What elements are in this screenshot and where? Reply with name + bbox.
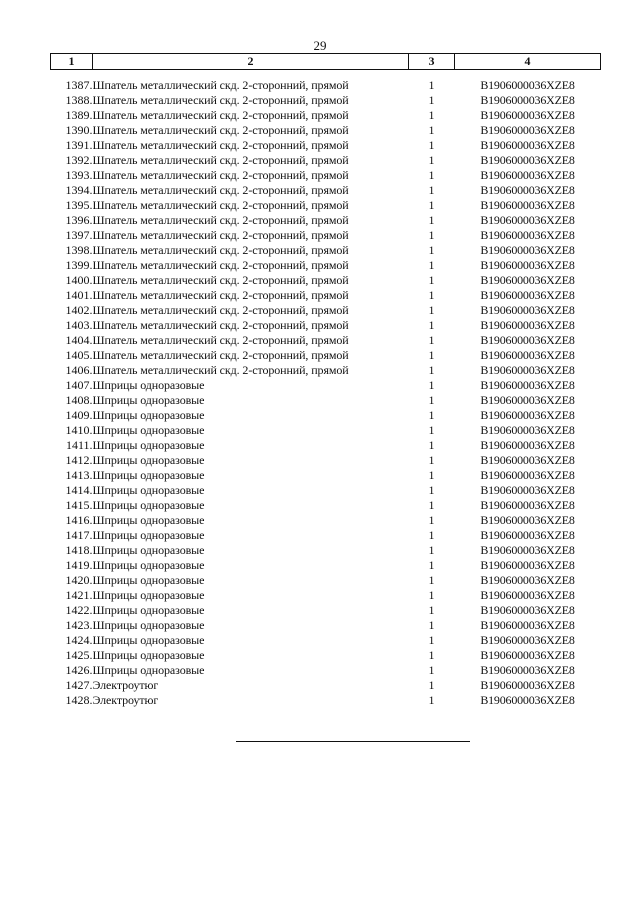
table-row bbox=[51, 528, 601, 543]
row-number: 1403. bbox=[65, 318, 93, 332]
item-quantity: 1 bbox=[428, 168, 435, 182]
item-name: Шпатель металлический скд. 2-сторонний, прямой bbox=[92, 108, 349, 122]
table-row bbox=[51, 258, 601, 273]
table-row bbox=[51, 123, 601, 138]
row-number: 1394. bbox=[65, 183, 93, 197]
item-code: B1906000036XZE8 bbox=[480, 663, 575, 677]
item-name: Шприцы одноразовые bbox=[92, 468, 205, 482]
table-row bbox=[51, 693, 601, 708]
row-number: 1425. bbox=[65, 648, 93, 662]
table-row bbox=[51, 438, 601, 453]
item-name: Шпатель металлический скд. 2-сторонний, прямой bbox=[92, 138, 349, 152]
item-name: Шприцы одноразовые bbox=[92, 393, 205, 407]
item-code: B1906000036XZE8 bbox=[480, 528, 575, 542]
row-number: 1401. bbox=[65, 288, 93, 302]
item-code: B1906000036XZE8 bbox=[480, 453, 575, 467]
item-quantity: 1 bbox=[428, 303, 435, 317]
row-number: 1415. bbox=[65, 498, 93, 512]
item-code: B1906000036XZE8 bbox=[480, 363, 575, 377]
column-header-3: 3 bbox=[409, 54, 455, 70]
item-quantity: 1 bbox=[428, 543, 435, 557]
item-name: Шпатель металлический скд. 2-сторонний, прямой bbox=[92, 348, 349, 362]
row-number: 1398. bbox=[65, 243, 93, 257]
item-quantity: 1 bbox=[428, 558, 435, 572]
item-code: B1906000036XZE8 bbox=[480, 603, 575, 617]
item-name: Шприцы одноразовые bbox=[92, 558, 205, 572]
item-code: B1906000036XZE8 bbox=[480, 498, 575, 512]
item-name: Шприцы одноразовые bbox=[92, 543, 205, 557]
item-quantity: 1 bbox=[428, 138, 435, 152]
item-code: B1906000036XZE8 bbox=[480, 213, 575, 227]
row-number: 1421. bbox=[65, 588, 93, 602]
item-code: B1906000036XZE8 bbox=[480, 348, 575, 362]
table-row bbox=[51, 648, 601, 663]
item-name: Шприцы одноразовые bbox=[92, 618, 205, 632]
row-number: 1400. bbox=[65, 273, 93, 287]
table-row bbox=[51, 513, 601, 528]
item-name: Шпатель металлический скд. 2-сторонний, прямой bbox=[92, 273, 349, 287]
table-row bbox=[51, 168, 601, 183]
row-number: 1391. bbox=[65, 138, 93, 152]
item-name: Шпатель металлический скд. 2-сторонний, прямой bbox=[92, 303, 349, 317]
item-name: Шприцы одноразовые bbox=[92, 603, 205, 617]
item-quantity: 1 bbox=[428, 123, 435, 137]
item-quantity: 1 bbox=[428, 243, 435, 257]
table-row bbox=[51, 318, 601, 333]
item-code: B1906000036XZE8 bbox=[480, 378, 575, 392]
header-row bbox=[51, 54, 601, 70]
item-code: B1906000036XZE8 bbox=[480, 228, 575, 242]
row-number: 1390. bbox=[65, 123, 93, 137]
item-code: B1906000036XZE8 bbox=[480, 138, 575, 152]
table-row bbox=[51, 228, 601, 243]
row-number: 1392. bbox=[65, 153, 93, 167]
row-number: 1417. bbox=[65, 528, 93, 542]
row-number: 1419. bbox=[65, 558, 93, 572]
item-code: B1906000036XZE8 bbox=[480, 588, 575, 602]
item-code: B1906000036XZE8 bbox=[480, 573, 575, 587]
table-row bbox=[51, 498, 601, 513]
item-code: B1906000036XZE8 bbox=[480, 183, 575, 197]
row-number: 1399. bbox=[65, 258, 93, 272]
item-quantity: 1 bbox=[428, 213, 435, 227]
page-number: 29 bbox=[313, 38, 327, 53]
item-quantity: 1 bbox=[428, 423, 435, 437]
row-number: 1408. bbox=[65, 393, 93, 407]
item-code: B1906000036XZE8 bbox=[480, 303, 575, 317]
row-number: 1426. bbox=[65, 663, 93, 677]
table-row bbox=[51, 348, 601, 363]
item-quantity: 1 bbox=[428, 273, 435, 287]
row-number: 1393. bbox=[65, 168, 93, 182]
item-name: Шприцы одноразовые bbox=[92, 573, 205, 587]
item-quantity: 1 bbox=[428, 288, 435, 302]
row-number: 1395. bbox=[65, 198, 93, 212]
item-name: Шпатель металлический скд. 2-сторонний, прямой bbox=[92, 243, 349, 257]
item-code: B1906000036XZE8 bbox=[480, 288, 575, 302]
item-quantity: 1 bbox=[428, 573, 435, 587]
item-name: Шприцы одноразовые bbox=[92, 528, 205, 542]
item-name: Шприцы одноразовые bbox=[92, 648, 205, 662]
item-code: B1906000036XZE8 bbox=[480, 678, 575, 692]
table-row bbox=[51, 678, 601, 693]
row-number: 1416. bbox=[65, 513, 93, 527]
item-quantity: 1 bbox=[428, 603, 435, 617]
item-quantity: 1 bbox=[428, 393, 435, 407]
table-row bbox=[51, 558, 601, 573]
item-quantity: 1 bbox=[428, 153, 435, 167]
item-name: Электроутюг bbox=[92, 693, 159, 707]
item-name: Шприцы одноразовые bbox=[92, 408, 205, 422]
item-code: B1906000036XZE8 bbox=[480, 693, 575, 707]
row-number: 1422. bbox=[65, 603, 93, 617]
item-quantity: 1 bbox=[428, 198, 435, 212]
item-code: B1906000036XZE8 bbox=[480, 333, 575, 347]
row-number: 1424. bbox=[65, 633, 93, 647]
item-name: Электроутюг bbox=[92, 678, 159, 692]
item-name: Шприцы одноразовые bbox=[92, 588, 205, 602]
item-name: Шприцы одноразовые bbox=[92, 423, 205, 437]
item-name: Шпатель металлический скд. 2-сторонний, прямой bbox=[92, 93, 349, 107]
item-name: Шприцы одноразовые bbox=[92, 633, 205, 647]
item-name: Шпатель металлический скд. 2-сторонний, прямой bbox=[92, 198, 349, 212]
row-number: 1387. bbox=[65, 78, 93, 92]
item-code: B1906000036XZE8 bbox=[480, 438, 575, 452]
item-quantity: 1 bbox=[428, 633, 435, 647]
item-code: B1906000036XZE8 bbox=[480, 483, 575, 497]
row-number: 1406. bbox=[65, 363, 93, 377]
table-body bbox=[51, 70, 601, 709]
table-row bbox=[51, 468, 601, 483]
row-number: 1411. bbox=[65, 438, 93, 452]
item-code: B1906000036XZE8 bbox=[480, 468, 575, 482]
table-row bbox=[51, 213, 601, 228]
table-row bbox=[51, 663, 601, 678]
table-row bbox=[51, 618, 601, 633]
item-quantity: 1 bbox=[428, 693, 435, 707]
table-row bbox=[51, 483, 601, 498]
row-number: 1409. bbox=[65, 408, 93, 422]
item-name: Шпатель металлический скд. 2-сторонний, прямой bbox=[92, 288, 349, 302]
row-number: 1407. bbox=[65, 378, 93, 392]
item-name: Шприцы одноразовые bbox=[92, 453, 205, 467]
item-quantity: 1 bbox=[428, 513, 435, 527]
item-quantity: 1 bbox=[428, 228, 435, 242]
item-code: B1906000036XZE8 bbox=[480, 153, 575, 167]
table-row bbox=[51, 453, 601, 468]
item-quantity: 1 bbox=[428, 108, 435, 122]
table-row bbox=[51, 138, 601, 153]
item-code: B1906000036XZE8 bbox=[480, 243, 575, 257]
table-row bbox=[51, 93, 601, 108]
table-row bbox=[51, 603, 601, 618]
item-code: B1906000036XZE8 bbox=[480, 108, 575, 122]
item-quantity: 1 bbox=[428, 678, 435, 692]
item-quantity: 1 bbox=[428, 498, 435, 512]
column-header-2: 2 bbox=[93, 54, 409, 70]
item-quantity: 1 bbox=[428, 318, 435, 332]
table-row bbox=[51, 243, 601, 258]
table-header bbox=[51, 54, 601, 70]
table-row bbox=[51, 273, 601, 288]
row-number: 1414. bbox=[65, 483, 93, 497]
item-code: B1906000036XZE8 bbox=[480, 648, 575, 662]
item-name: Шпатель металлический скд. 2-сторонний, прямой bbox=[92, 78, 349, 92]
item-code: B1906000036XZE8 bbox=[480, 543, 575, 557]
item-name: Шпатель металлический скд. 2-сторонний, прямой bbox=[92, 318, 349, 332]
item-name: Шпатель металлический скд. 2-сторонний, прямой bbox=[92, 228, 349, 242]
row-number: 1388. bbox=[65, 93, 93, 107]
item-code: B1906000036XZE8 bbox=[480, 513, 575, 527]
item-name: Шпатель металлический скд. 2-сторонний, прямой bbox=[92, 363, 349, 377]
row-number: 1410. bbox=[65, 423, 93, 437]
table-row bbox=[51, 393, 601, 408]
item-name: Шпатель металлический скд. 2-сторонний, прямой bbox=[92, 168, 349, 182]
table-row bbox=[51, 333, 601, 348]
table-row bbox=[51, 423, 601, 438]
table-row bbox=[51, 543, 601, 558]
item-quantity: 1 bbox=[428, 333, 435, 347]
item-code: B1906000036XZE8 bbox=[480, 123, 575, 137]
item-quantity: 1 bbox=[428, 408, 435, 422]
row-number: 1413. bbox=[65, 468, 93, 482]
table-row bbox=[51, 183, 601, 198]
item-code: B1906000036XZE8 bbox=[480, 318, 575, 332]
item-quantity: 1 bbox=[428, 468, 435, 482]
item-name: Шприцы одноразовые bbox=[92, 513, 205, 527]
column-header-1: 1 bbox=[51, 54, 93, 70]
item-name: Шпатель металлический скд. 2-сторонний, прямой bbox=[92, 183, 349, 197]
row-number: 1420. bbox=[65, 573, 93, 587]
item-quantity: 1 bbox=[428, 663, 435, 677]
table-row bbox=[51, 303, 601, 318]
item-name: Шпатель металлический скд. 2-сторонний, прямой bbox=[92, 213, 349, 227]
item-code: B1906000036XZE8 bbox=[480, 258, 575, 272]
item-quantity: 1 bbox=[428, 93, 435, 107]
item-code: B1906000036XZE8 bbox=[480, 633, 575, 647]
column-header-4: 4 bbox=[455, 54, 601, 70]
row-number: 1412. bbox=[65, 453, 93, 467]
item-quantity: 1 bbox=[428, 438, 435, 452]
item-code: B1906000036XZE8 bbox=[480, 408, 575, 422]
row-number: 1396. bbox=[65, 213, 93, 227]
item-name: Шприцы одноразовые bbox=[92, 663, 205, 677]
row-number: 1418. bbox=[65, 543, 93, 557]
item-quantity: 1 bbox=[428, 258, 435, 272]
table-row bbox=[51, 408, 601, 423]
table-row bbox=[51, 573, 601, 588]
item-name: Шприцы одноразовые bbox=[92, 498, 205, 512]
table-row bbox=[51, 363, 601, 378]
item-code: B1906000036XZE8 bbox=[480, 558, 575, 572]
item-quantity: 1 bbox=[428, 348, 435, 362]
item-quantity: 1 bbox=[428, 453, 435, 467]
row-number: 1404. bbox=[65, 333, 93, 347]
item-name: Шпатель металлический скд. 2-сторонний, прямой bbox=[92, 333, 349, 347]
item-name: Шприцы одноразовые bbox=[92, 438, 205, 452]
table-row bbox=[51, 108, 601, 123]
table-row bbox=[51, 378, 601, 393]
item-quantity: 1 bbox=[428, 378, 435, 392]
end-divider-line bbox=[236, 741, 470, 742]
row-number: 1423. bbox=[65, 618, 93, 632]
item-code: B1906000036XZE8 bbox=[480, 198, 575, 212]
item-name: Шпатель металлический скд. 2-сторонний, прямой bbox=[92, 123, 349, 137]
item-quantity: 1 bbox=[428, 183, 435, 197]
row-number: 1427. bbox=[65, 678, 93, 692]
item-code: B1906000036XZE8 bbox=[480, 78, 575, 92]
item-code: B1906000036XZE8 bbox=[480, 393, 575, 407]
item-quantity: 1 bbox=[428, 483, 435, 497]
item-code: B1906000036XZE8 bbox=[480, 618, 575, 632]
item-quantity: 1 bbox=[428, 588, 435, 602]
items-table bbox=[50, 53, 601, 708]
table-row bbox=[51, 633, 601, 648]
item-name: Шприцы одноразовые bbox=[92, 378, 205, 392]
table-row bbox=[51, 70, 601, 94]
item-name: Шприцы одноразовые bbox=[92, 483, 205, 497]
item-code: B1906000036XZE8 bbox=[480, 423, 575, 437]
row-number: 1389. bbox=[65, 108, 93, 122]
table-row bbox=[51, 588, 601, 603]
row-number: 1428. bbox=[65, 693, 93, 707]
item-code: B1906000036XZE8 bbox=[480, 273, 575, 287]
item-name: Шпатель металлический скд. 2-сторонний, прямой bbox=[92, 258, 349, 272]
table-row bbox=[51, 153, 601, 168]
row-number: 1397. bbox=[65, 228, 93, 242]
row-number: 1402. bbox=[65, 303, 93, 317]
item-quantity: 1 bbox=[428, 363, 435, 377]
item-quantity: 1 bbox=[428, 618, 435, 632]
item-quantity: 1 bbox=[428, 78, 435, 92]
table-row bbox=[51, 288, 601, 303]
item-quantity: 1 bbox=[428, 648, 435, 662]
item-quantity: 1 bbox=[428, 528, 435, 542]
item-name: Шпатель металлический скд. 2-сторонний, прямой bbox=[92, 153, 349, 167]
row-number: 1405. bbox=[65, 348, 93, 362]
item-code: B1906000036XZE8 bbox=[480, 93, 575, 107]
item-code: B1906000036XZE8 bbox=[480, 168, 575, 182]
table-row bbox=[51, 198, 601, 213]
